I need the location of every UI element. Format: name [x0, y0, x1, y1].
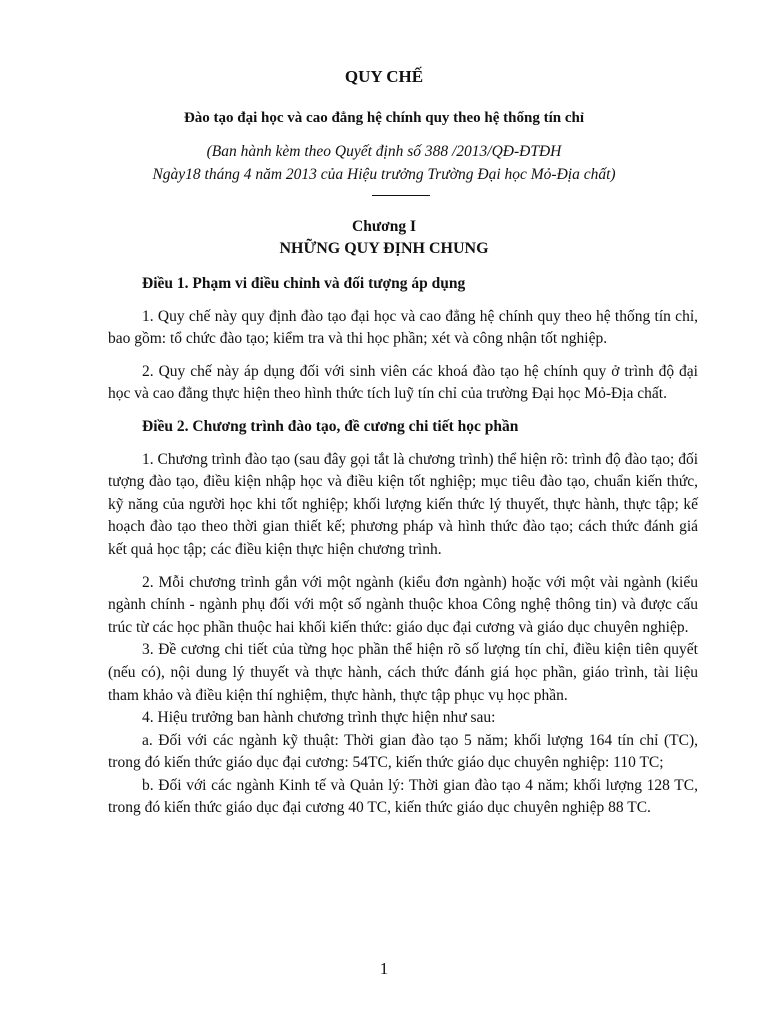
divider-line [372, 195, 430, 196]
chapter-title: NHỮNG QUY ĐỊNH CHUNG [279, 240, 489, 257]
article-heading: Điều 2. Chương trình đào tạo, đề cương chi tiết học phần [142, 417, 519, 435]
document-subtitle: Đào tạo đại học và cao đẳng hệ chính quy theo hệ thống tín chỉ [183, 110, 585, 126]
paragraph: 2. Quy chế này áp dụng đối với sinh viên các khoá đào tạo hệ chính quy ở trình độ đại học và cao đẳng thực hiện theo hình thức tích luỹ tín chỉ của trường Đại học Mỏ-Địa chất. [108, 362, 698, 403]
issuance-note [0, 140, 768, 186]
paragraph: a. Đối với các ngành kỹ thuật: Thời gian đào tạo 5 năm; khối lượng 164 tín chỉ (TC), trong đó kiến thức giáo dục đại cương: 54TC, kiến thức giáo dục chuyên nghiệp: 110 TC; [108, 731, 698, 772]
paragraph: 1. Chương trình đào tạo (sau đây gọi tắt là chương trình) thể hiện rõ: trình độ đào tạo; đối tượng đào tạo, điều kiện nhập học và điều kiện tốt nghiệp; mục tiêu đào tạo, chuẩn kiến thức, kỹ năng của người học khi tốt nghiệp; khối lượng kiến thức lý thuyết, thực hành, thực tập; kế hoạch đào tạo theo thời gian thiết kế; phương pháp và hình thức đào tạo; cách thức đánh giá kết quả học tập; các điều kiện thực hiện chương trình. [108, 450, 698, 558]
document-body [108, 273, 698, 820]
paragraph: 3. Đề cương chi tiết của từng học phần thể hiện rõ số lượng tín chỉ, điều kiện tiên quyết (nếu có), nội dung lý thuyết và thực hành, cách thức đánh giá học phần, giáo trình, tài liệu tham khảo và điều kiện thí nghiệm, thực hành, thực tập phục vụ học phần. [108, 641, 698, 704]
document-title: QUY CHẾ [344, 67, 424, 86]
paragraph: 2. Mỗi chương trình gắn với một ngành (kiểu đơn ngành) hoặc với một vài ngành (kiểu ngành chính - ngành phụ đối với một số ngành thuộc khoa Công nghệ thông tin) và được cấu trúc từ các học phần thuộc hai khối kiến thức: giáo dục đại cương và giáo dục chuyên nghiệp. [108, 573, 698, 636]
page-number: 1 [379, 959, 389, 978]
paragraph: 1. Quy chế này quy định đào tạo đại học và cao đẳng hệ chính quy theo hệ thống tín chỉ, bao gồm: tổ chức đào tạo; kiểm tra và thi học phần; xét và công nhận tốt nghiệp. [108, 307, 698, 348]
issuance-line: (Ban hành kèm theo Quyết định số 388 /2013/QĐ-ĐTĐH [206, 143, 562, 160]
issuance-line: Ngày18 tháng 4 năm 2013 của Hiệu trưởng Trường Đại học Mỏ-Địa chất) [152, 166, 616, 183]
paragraph: b. Đối với các ngành Kinh tế và Quản lý: Thời gian đào tạo 4 năm; khối lượng 128 TC, trong đó kiến thức giáo dục đại cương 40 TC, kiến thức giáo dục chuyên nghiệp 88 TC. [108, 776, 698, 817]
paragraph: 4. Hiệu trưởng ban hành chương trình thực hiện như sau: [142, 709, 496, 727]
article-heading: Điều 1. Phạm vi điều chỉnh và đối tượng áp dụng [142, 275, 466, 292]
chapter-label: Chương I [352, 218, 416, 235]
